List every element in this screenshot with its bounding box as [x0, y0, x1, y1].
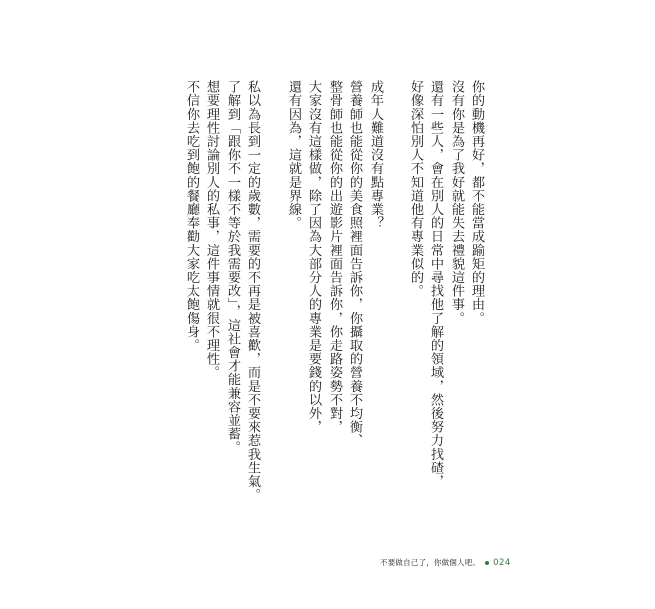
- text-column: 私以為長到一定的歲數，需要的不再是被喜歡，而是不要來惹我生氣。: [245, 80, 260, 502]
- page-number: 024: [493, 558, 511, 568]
- text-column: 沒有你是為了我好就能失去禮貌這件事。: [449, 80, 464, 325]
- text-column: 不信你去吃到飽的餐廳奉勸大家吃太飽傷身。: [184, 80, 199, 352]
- text-column: 還有一些人，會在別人的日常中尋找他了解的領域，然後努力找碴，: [428, 80, 443, 488]
- page-footer: [380, 557, 511, 568]
- running-title: 不要做自己了，你做個人吧。: [380, 558, 481, 567]
- text-column: 你的動機再好，都不能當成踰矩的理由。: [469, 80, 484, 325]
- text-column: 營養師也能從你的美食照裡面告訴你，你攝取的營養不均衡、: [347, 80, 362, 448]
- text-column: 整骨師也能從你的出遊影片裡面告訴你，你走路姿勢不對，: [327, 80, 342, 434]
- text-column: 了解到「跟你不一樣不等於我需要改」，這社會才能兼容並蓄。: [225, 80, 240, 455]
- text-column: 想要理性討論別人的私事，這件事情就很不理性。: [204, 80, 219, 380]
- text-column: 大家沒有這樣做，除了因為大部分人的專業是要錢的以外，: [306, 80, 321, 434]
- text-column: 成年人難道沒有點專業？: [368, 80, 383, 230]
- text-column: 好像深怕別人不知道他有專業似的。: [408, 80, 423, 298]
- text-column: 還有因為，這就是界線。: [286, 80, 301, 230]
- separator-dot: [485, 561, 489, 565]
